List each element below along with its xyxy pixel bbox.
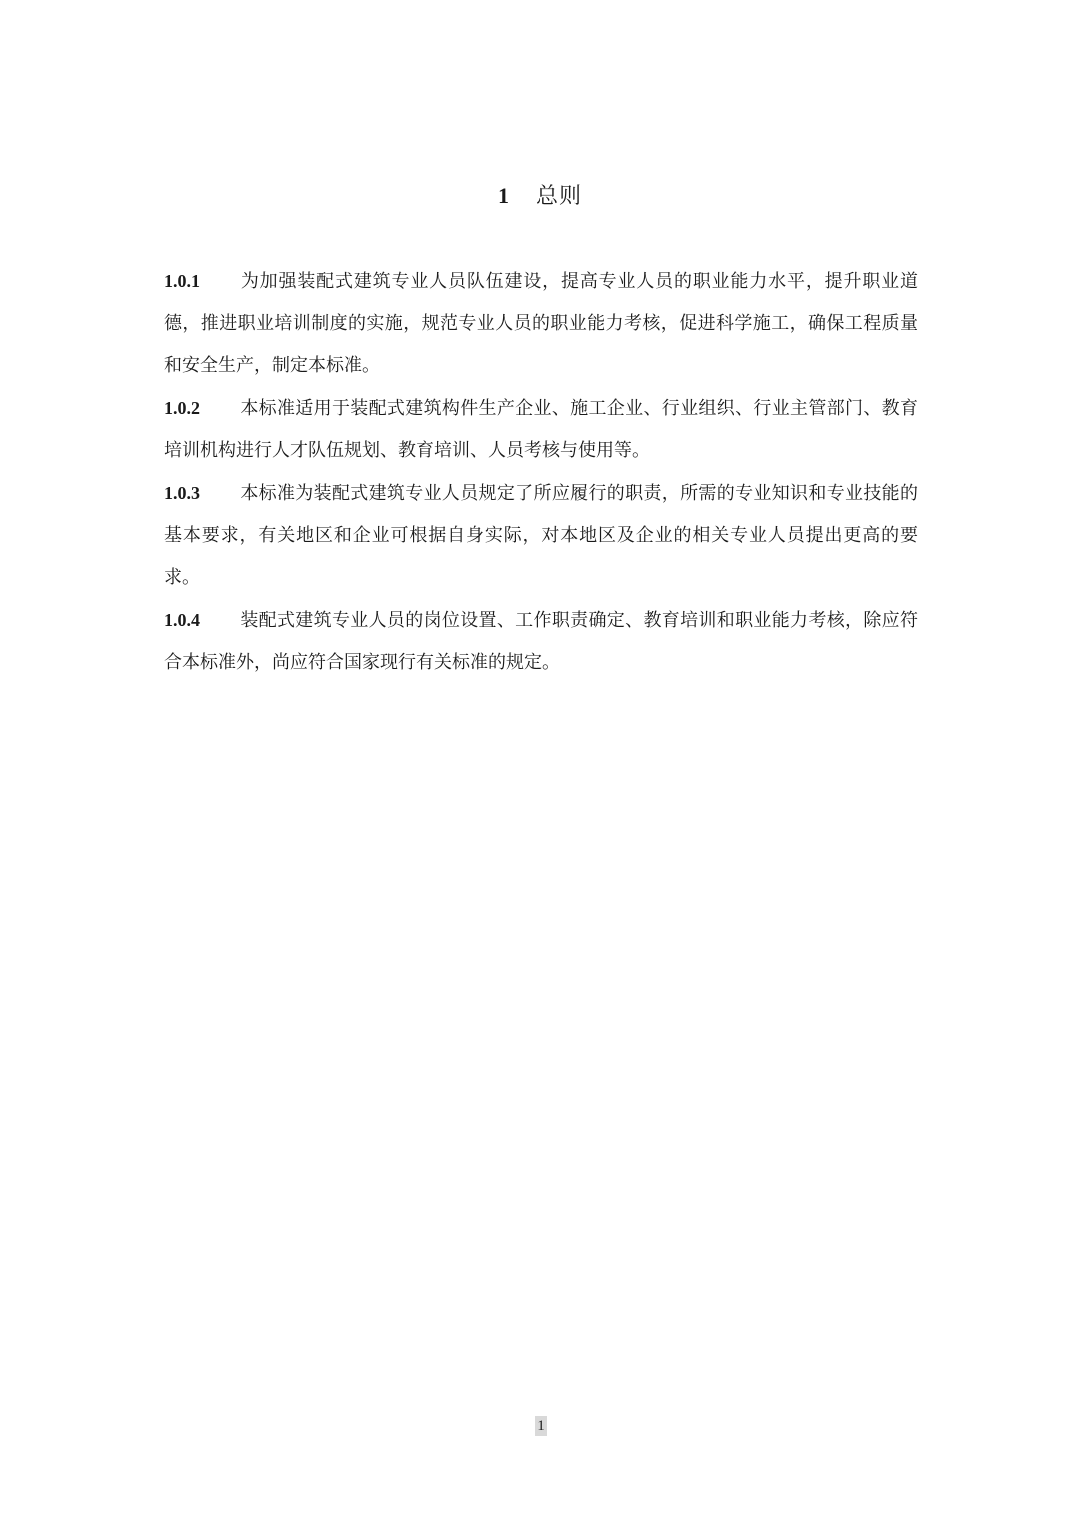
- clause-1-0-1: [164, 260, 918, 387]
- clause-text: 装配式建筑专业人员的岗位设置、工作职责确定、教育培训和职业能力考核，除应符合本标准外，尚应符合国家现行有关标准的规定。: [164, 610, 918, 673]
- clause-number: 1.0.4: [164, 610, 200, 630]
- clause-text: 为加强装配式建筑专业人员队伍建设，提高专业人员的职业能力水平，提升职业道德，推进职业培训制度的实施，规范专业人员的职业能力考核，促进科学施工，确保工程质量和安全生产，制定本标准。: [164, 271, 918, 376]
- clause-number: 1.0.1: [164, 271, 200, 291]
- chapter-body: [164, 260, 918, 684]
- clause-number: 1.0.3: [164, 483, 200, 503]
- clause-text: 本标准为装配式建筑专业人员规定了所应履行的职责，所需的专业知识和专业技能的基本要求，有关地区和企业可根据自身实际，对本地区及企业的相关专业人员提出更高的要求。: [164, 483, 918, 588]
- clause-1-0-2: [164, 387, 918, 472]
- chapter-title: 总则: [535, 184, 582, 209]
- clause-1-0-4: [164, 599, 918, 684]
- clause-1-0-3: [164, 472, 918, 599]
- chapter-number: 1: [497, 183, 510, 208]
- chapter-heading: [0, 178, 1080, 215]
- page-number: 1: [535, 1416, 547, 1436]
- clause-number: 1.0.2: [164, 398, 200, 418]
- clause-text: 本标准适用于装配式建筑构件生产企业、施工企业、行业组织、行业主管部门、教育培训机构进行人才队伍规划、教育培训、人员考核与使用等。: [164, 398, 918, 461]
